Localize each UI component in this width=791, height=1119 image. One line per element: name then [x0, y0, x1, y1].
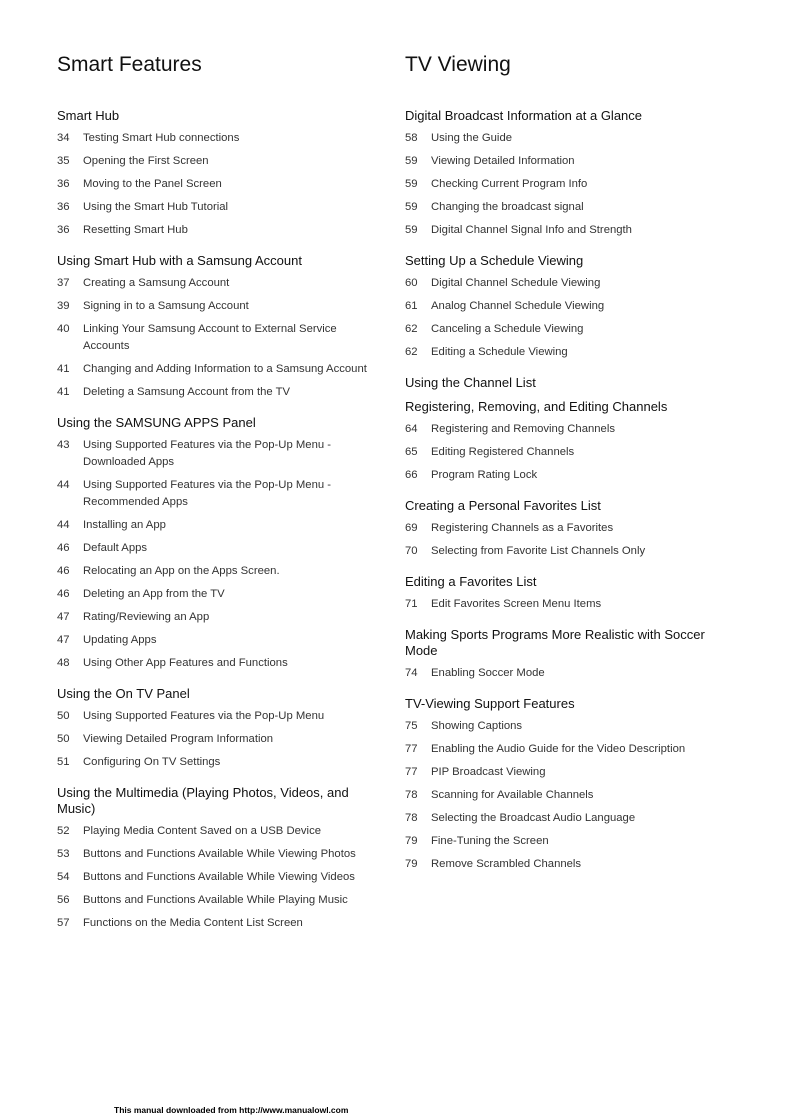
entry-title: Enabling the Audio Guide for the Video Description	[431, 743, 686, 755]
section-heading[interactable]: Using the SAMSUNG APPS Panel	[57, 415, 256, 430]
page-number: 62	[405, 346, 418, 358]
toc-entry[interactable]	[405, 176, 750, 199]
page-number: 47	[57, 634, 70, 646]
toc-entry[interactable]	[405, 321, 750, 344]
section-heading[interactable]: Using the Multimedia (Playing Photos, Videos, and Music)	[57, 785, 349, 816]
entry-title: Showing Captions	[431, 720, 523, 732]
toc-entry[interactable]	[405, 810, 750, 833]
entry-title: Scanning for Available Channels	[431, 789, 594, 801]
page-number: 50	[57, 710, 70, 722]
page-number: 53	[57, 848, 70, 860]
toc-entry[interactable]	[57, 846, 397, 869]
toc-entry[interactable]	[57, 199, 397, 222]
toc-section	[57, 686, 397, 777]
entry-title: Canceling a Schedule Viewing	[431, 323, 584, 335]
page-number: 59	[405, 178, 418, 190]
toc-entry[interactable]	[405, 764, 750, 787]
page-number: 79	[405, 835, 418, 847]
toc-entry[interactable]	[405, 199, 750, 222]
page-number: 75	[405, 720, 418, 732]
section-heading[interactable]: Setting Up a Schedule Viewing	[405, 253, 584, 268]
smart-features-column	[57, 52, 397, 946]
entry-title: Creating a Samsung Account	[83, 277, 230, 289]
page-number: 78	[405, 789, 418, 801]
entry-title: Moving to the Panel Screen	[83, 178, 222, 190]
entry-title: Linking Your Samsung Account to External Service Accounts	[83, 323, 337, 352]
page-number: 44	[57, 519, 70, 531]
toc-section	[405, 253, 750, 367]
page-number: 36	[57, 178, 70, 190]
toc-section	[57, 108, 397, 245]
section-heading[interactable]: Making Sports Programs More Realistic with Soccer Mode	[405, 627, 705, 658]
entry-title: Deleting a Samsung Account from the TV	[83, 386, 291, 398]
entry-title: Installing an App	[83, 519, 166, 531]
entry-title: Registering and Removing Channels	[431, 423, 615, 435]
toc-entry[interactable]	[57, 823, 397, 846]
toc-section	[405, 696, 750, 879]
page-number: 46	[57, 542, 70, 554]
toc-entry[interactable]	[405, 665, 750, 688]
page-number: 58	[405, 132, 418, 144]
chapter-title: Smart Features	[57, 53, 202, 76]
page-number: 57	[57, 917, 70, 929]
section-heading[interactable]: Registering, Removing, and Editing Channels	[405, 399, 668, 414]
toc-section	[57, 415, 397, 678]
entry-title: Playing Media Content Saved on a USB Device	[83, 825, 321, 837]
section-heading[interactable]: Using Smart Hub with a Samsung Account	[57, 253, 302, 268]
section-heading[interactable]: Using the Channel List	[405, 375, 536, 390]
footer-download-notice: This manual downloaded from http://www.manualowl.com	[114, 1105, 349, 1115]
toc-entry[interactable]	[57, 275, 397, 298]
entry-title: Selecting from Favorite List Channels Only	[431, 545, 646, 557]
toc-entry[interactable]	[405, 444, 750, 467]
toc-entry[interactable]	[405, 856, 750, 879]
entry-title: Rating/Reviewing an App	[83, 611, 210, 623]
page-number: 54	[57, 871, 70, 883]
entry-title: Remove Scrambled Channels	[431, 858, 582, 870]
toc-section	[405, 375, 750, 391]
toc-entry[interactable]	[57, 563, 397, 586]
entry-title: Testing Smart Hub connections	[83, 132, 240, 144]
page-number: 70	[405, 545, 418, 557]
toc-entry[interactable]	[57, 361, 397, 384]
toc-entry[interactable]	[57, 708, 397, 731]
entry-title: Program Rating Lock	[431, 469, 538, 481]
toc-entry[interactable]	[405, 421, 750, 444]
chapter-title: TV Viewing	[405, 53, 511, 76]
page-number: 61	[405, 300, 418, 312]
entry-title: Using Supported Features via the Pop-Up Menu - Downloaded Apps	[83, 439, 332, 468]
page-number: 48	[57, 657, 70, 669]
entry-title: Using Other App Features and Functions	[83, 657, 288, 669]
entry-title: Analog Channel Schedule Viewing	[431, 300, 605, 312]
toc-entry[interactable]	[57, 869, 397, 892]
page-number: 51	[57, 756, 70, 768]
page-number: 46	[57, 588, 70, 600]
section-heading[interactable]: Creating a Personal Favorites List	[405, 498, 601, 513]
toc-entry[interactable]	[57, 586, 397, 609]
toc-entry[interactable]	[57, 222, 397, 245]
page-number: 69	[405, 522, 418, 534]
page-number: 47	[57, 611, 70, 623]
entry-title: Using Supported Features via the Pop-Up Menu - Recommended Apps	[83, 479, 332, 508]
toc-entry[interactable]	[405, 596, 750, 619]
toc-entry[interactable]	[405, 833, 750, 856]
toc-entry[interactable]	[57, 153, 397, 176]
entry-title: Opening the First Screen	[83, 155, 209, 167]
page-number: 39	[57, 300, 70, 312]
toc-entry[interactable]	[405, 718, 750, 741]
entry-title: Changing and Adding Information to a Samsung Account	[83, 363, 367, 375]
page-number: 56	[57, 894, 70, 906]
entry-title: Updating Apps	[83, 634, 157, 646]
toc-entry[interactable]	[57, 915, 397, 938]
toc-entry[interactable]	[57, 130, 397, 153]
page-number: 66	[405, 469, 418, 481]
toc-entry[interactable]	[57, 632, 397, 655]
toc-entry[interactable]	[405, 130, 750, 153]
page-number: 52	[57, 825, 70, 837]
toc-section	[405, 627, 750, 688]
page-number: 79	[405, 858, 418, 870]
toc-entry[interactable]	[405, 298, 750, 321]
toc-entry[interactable]	[405, 153, 750, 176]
page-number: 44	[57, 479, 70, 491]
section-heading[interactable]: Digital Broadcast Information at a Glance	[405, 108, 643, 123]
toc-section	[57, 253, 397, 407]
page-number: 59	[405, 201, 418, 213]
toc-section	[405, 498, 750, 566]
toc-entry[interactable]	[57, 754, 397, 777]
toc-entry[interactable]	[57, 477, 397, 517]
entry-title: Checking Current Program Info	[431, 178, 588, 190]
toc-section	[405, 574, 750, 619]
entry-title: Viewing Detailed Program Information	[83, 733, 274, 745]
page-number: 74	[405, 667, 418, 679]
toc-entry[interactable]	[405, 520, 750, 543]
toc-entry[interactable]	[57, 517, 397, 540]
entry-title: Functions on the Media Content List Screen	[83, 917, 303, 929]
entry-title: Selecting the Broadcast Audio Language	[431, 812, 636, 824]
tv-viewing-column	[405, 52, 750, 887]
page-number: 59	[405, 155, 418, 167]
page-number: 36	[57, 201, 70, 213]
page-number: 40	[57, 323, 70, 335]
page-number: 50	[57, 733, 70, 745]
page-number: 36	[57, 224, 70, 236]
entry-title: Deleting an App from the TV	[83, 588, 225, 600]
entry-title: Using Supported Features via the Pop-Up Menu	[83, 710, 325, 722]
entry-title: Registering Channels as a Favorites	[431, 522, 614, 534]
entry-title: Editing Registered Channels	[431, 446, 575, 458]
toc-entry[interactable]	[57, 298, 397, 321]
page-number: 62	[405, 323, 418, 335]
toc-entry[interactable]	[57, 384, 397, 407]
section-heading[interactable]: TV-Viewing Support Features	[405, 696, 575, 711]
page-number: 77	[405, 743, 418, 755]
toc-entry[interactable]	[57, 176, 397, 199]
toc-entry[interactable]	[57, 609, 397, 632]
toc-entry[interactable]	[57, 655, 397, 678]
entry-title: Configuring On TV Settings	[83, 756, 221, 768]
entry-title: Buttons and Functions Available While Viewing Videos	[83, 871, 355, 883]
entry-title: Digital Channel Signal Info and Strength	[431, 224, 632, 236]
toc-entry[interactable]	[57, 540, 397, 563]
page-number: 60	[405, 277, 418, 289]
entry-title: Buttons and Functions Available While Playing Music	[83, 894, 348, 906]
entry-title: Using the Smart Hub Tutorial	[83, 201, 229, 213]
page-number: 35	[57, 155, 70, 167]
entry-title: Edit Favorites Screen Menu Items	[431, 598, 602, 610]
entry-title: Digital Channel Schedule Viewing	[431, 277, 601, 289]
page-number: 46	[57, 565, 70, 577]
page-number: 77	[405, 766, 418, 778]
toc-entry[interactable]	[405, 467, 750, 490]
page-number: 34	[57, 132, 70, 144]
page-number: 41	[57, 386, 70, 398]
entry-title: Buttons and Functions Available While Viewing Photos	[83, 848, 356, 860]
entry-title: Enabling Soccer Mode	[431, 667, 545, 679]
toc-entry[interactable]	[405, 741, 750, 764]
toc-entry[interactable]	[405, 275, 750, 298]
toc-section	[405, 399, 750, 490]
toc-section	[57, 785, 397, 938]
section-heading[interactable]: Using the On TV Panel	[57, 686, 190, 701]
toc-entry[interactable]	[405, 787, 750, 810]
entry-title: PIP Broadcast Viewing	[431, 766, 546, 778]
toc-entry[interactable]	[57, 437, 397, 477]
toc-entry[interactable]	[57, 731, 397, 754]
entry-title: Viewing Detailed Information	[431, 155, 575, 167]
toc-entry[interactable]	[405, 543, 750, 566]
entry-title: Editing a Schedule Viewing	[431, 346, 568, 358]
toc-entry[interactable]	[405, 344, 750, 367]
entry-title: Using the Guide	[431, 132, 513, 144]
toc-entry[interactable]	[57, 892, 397, 915]
entry-title: Fine-Tuning the Screen	[431, 835, 549, 847]
page-number: 41	[57, 363, 70, 375]
page-number: 78	[405, 812, 418, 824]
toc-entry[interactable]	[405, 222, 750, 245]
toc-entry[interactable]	[57, 321, 397, 361]
page-number: 37	[57, 277, 70, 289]
page-number: 43	[57, 439, 70, 451]
section-heading[interactable]: Smart Hub	[57, 108, 120, 123]
entry-title: Changing the broadcast signal	[431, 201, 584, 213]
entry-title: Relocating an App on the Apps Screen.	[83, 565, 280, 577]
page-number: 64	[405, 423, 418, 435]
entry-title: Resetting Smart Hub	[83, 224, 188, 236]
page-number: 71	[405, 598, 418, 610]
entry-title: Signing in to a Samsung Account	[83, 300, 249, 312]
section-heading[interactable]: Editing a Favorites List	[405, 574, 537, 589]
page-number: 59	[405, 224, 418, 236]
toc-section	[405, 108, 750, 245]
page-number: 65	[405, 446, 418, 458]
entry-title: Default Apps	[83, 542, 148, 554]
